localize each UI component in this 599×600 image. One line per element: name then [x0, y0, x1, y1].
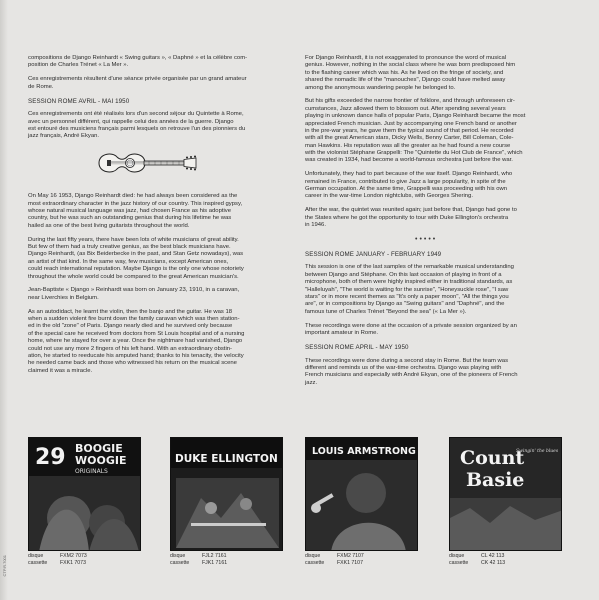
album4-disque-number: CL 42 113: [481, 553, 505, 559]
album3-cover-title: LOUIS ARMSTRONG: [312, 446, 416, 457]
right-paragraph-6: These recordings were done at the occasion of a private session organized by an important amateur in Rome.: [305, 322, 517, 336]
album1-cassette-number: FXK1 7073: [60, 560, 86, 567]
left-paragraph-3: Ces enregistrements ont été réalisés lors d'un second séjour du Quintette à Rome, avec un personnel différent, qui rappelle celui des années de la guerre. Django est entouré des musiciens français parmi lesquels on retrouve l'un des pionniers du jazz français, André Ekyan.: [28, 111, 246, 140]
album1-cover-title-3: ORIGINALS: [75, 468, 108, 475]
album2-cassette-label: cassette: [170, 560, 190, 567]
section-divider-dots: •••••: [415, 235, 438, 243]
album3-disque-line: [305, 553, 418, 560]
album4-cover-subtitle: Swingin' the blues: [516, 449, 559, 454]
album2-cover-title: DUKE ELLINGTON: [175, 453, 278, 465]
album2-disque-label: disque: [170, 553, 186, 559]
left-session-heading: SESSION ROME AVRIL - MAI 1950: [28, 97, 130, 105]
right-paragraph-1: For Django Reinhardt, it is not exaggerated to pronounce the word of musical genius. However, nothing in the social class where he was born predisposed him to the flashing career which was his. As he lived on the fringe of society, and shared the nomadic life of the "manouches", Django could have melted away among the anonymous wandering people he belonged to.: [305, 55, 516, 91]
album-cover-duke-ellington: [170, 437, 283, 551]
right-paragraph-2: But his gifts exceeded the narrow frontier of folklore, and through unforeseen cir- cumstances, Jazz allowed them to blossom out. After spending several years playing in unknown dance halls of popular Paris, Django Reinhardt became the most appreciated French musician. Just by accompanying one French band or another in the pre-war years, he gave them the typical sound of that period. He recorded with all the great American stars, Dicky Wells, Benny Carter, Bill Coleman, Cole- man Hawkins. His reputation was all the greater as he had found a new course with the violonist Stéphane Grappelli: The "Quintette du Hot Club de France", which was created in 1934, had become a world-famous orchestra just before the war.: [305, 98, 526, 164]
right-session-heading-1950: SESSION ROME APRIL - MAY 1950: [305, 343, 409, 351]
album1-cover-number: 29: [35, 445, 66, 470]
album3-disque-label: disque: [305, 553, 321, 559]
right-session-heading-1949: SESSION ROME JANUARY - FEBRUARY 1949: [305, 250, 442, 258]
left-paragraph-6: Jean-Baptiste « Django » Reinhardt was born on January 23, 1910, in a caravan, near Liverchies in Belgium.: [28, 287, 240, 301]
album4-cassette-label: cassette: [449, 560, 469, 567]
guitar-icon: [95, 147, 200, 179]
right-paragraph-7: These recordings were done during a second stay in Rome. But the team was different and reminds us of the war-time orchestra. Django was playing with French musicians and especially with André Ekyan, one of the pioneers of French jazz.: [305, 357, 518, 386]
album2-disque-number: FJL2 7161: [202, 553, 227, 559]
album-count-basie: [449, 437, 562, 567]
album1-cassette-line: [28, 560, 141, 567]
album-louis-armstrong: [305, 437, 418, 567]
right-paragraph-3: Unfortunately, they had to part because of the war itself. Django Reinhardt, who remained in France, contributed to give Jazz a large popularity, in spite of the German occupation. At the same time, Grappelli was proceeding with his own career in the war-time London nightclubs, with Georges Shering.: [305, 171, 513, 200]
album3-disque-number: FXM2 7107: [337, 553, 364, 559]
album1-cassette-label: cassette: [28, 560, 48, 567]
album-cover-count-basie: [449, 437, 562, 551]
right-paragraph-5: This session is one of the last samples of the remarkable musical understanding between Django and Stéphane. On this last occasion of playing in front of a microphone, both of them were highly inspired either in traditional standards, as "Halleluyah", "The world is waiting for the sunrise", "Honeysuckle rose", "I saw stars" or in more recent themes as "It's only a paper moon", "All the things you are", or in compositions by Django as "Swing guitars" and "Daphné", and the famous tune of Charles Trénet "Beyond the sea" (« La Mer »).: [305, 264, 514, 315]
left-text-column: [28, 55, 290, 382]
album4-cover-title-1: Count: [460, 447, 525, 469]
album-boogie-woogie: [28, 437, 141, 567]
album2-cassette-number: FJK1 7161: [202, 560, 228, 567]
album1-disque-number: FXM2 7073: [60, 553, 87, 559]
album1-disque-label: disque: [28, 553, 44, 559]
left-paragraph-4: On May 16 1953, Django Reinhardt died: he had always been considered as the most extraordinary character in the jazz history of our country. This inspired gypsy, whose natural musical language was jazz, had chosen France as his adoptive country, but he was such an outstanding genius that during his lifetime he was hailed as one of the best living guitarists throughout the world.: [28, 193, 243, 229]
album4-disque-line: [449, 553, 562, 560]
album1-cover-title-2: WOOGIE: [75, 454, 127, 467]
left-paragraph-2: Ces enregistrements résultent d'une séance privée organisée par un grand amateur de Rome.: [28, 76, 247, 90]
album3-cassette-label: cassette: [305, 560, 325, 567]
right-text-column: [305, 55, 567, 394]
side-catalog-code: CTP.R.7001: [2, 555, 7, 577]
album-catalog-row: [0, 437, 599, 567]
album4-cassette-line: [449, 560, 562, 567]
album3-cassette-number: FXK1 7107: [337, 560, 363, 567]
album3-cassette-line: [305, 560, 418, 567]
left-paragraph-1: compositions de Django Reinhardt « Swing guitars », « Daphné » et la célèbre com- position de Charles Trénet « La Mer ».: [28, 55, 248, 69]
left-paragraph-5: During the last fifty years, there have been lots of white musicians of great ability. But few of them had a truly creative genius, as the best black musicians have. Django Reinhardt, (as Bix Beiderbecke in the past, and Stan Getz nowadays), was an artist of that kind. In the same way, few musicians, except American ones, could reach international reputation. Maybe Django is the only one whose notoriety throughout the whole world could be compared to the great American musician's.: [28, 236, 244, 280]
album-cover-louis-armstrong: [305, 437, 418, 551]
album-duke-ellington: [170, 437, 283, 567]
album4-cassette-number: CK 42 113: [481, 560, 506, 567]
album-cover-boogie-woogie: [28, 437, 141, 551]
album1-cover-title-1: BOOGIE: [75, 442, 123, 455]
album4-disque-label: disque: [449, 553, 465, 559]
right-paragraph-4: After the war, the quintet was reunited again; just before that, Django had gone to the States where he got the opportunity to tour with Duke Ellington's orchestra in 1946.: [305, 207, 517, 228]
album2-cassette-line: [170, 560, 283, 567]
album4-cover-title-2: Basie: [466, 469, 525, 491]
left-paragraph-7: As an autodidact, he learnt the violin, then the banjo and the guitar. He was 18 when a sudden violent fire burnt down the family caravan which was then station- ed in the old "zone" of Paris. Django nearly died and he survived only because of the special care he received from doctors from St Louis hospital and of a nursing home, where he stayed for over a year. Once the nightmare had vanished, Django could not use any more 2 fingers of his left hand. With an extraordinary obstin- ation, he started to reeducate his amputed hand; thanks to his tenacity, the velocity he needed came back and those who witnessed his return on the musical scene claimed it was a miracle.: [28, 308, 245, 374]
album1-disque-line: [28, 553, 141, 560]
album2-disque-line: [170, 553, 283, 560]
guitar-illustration: [28, 147, 290, 183]
